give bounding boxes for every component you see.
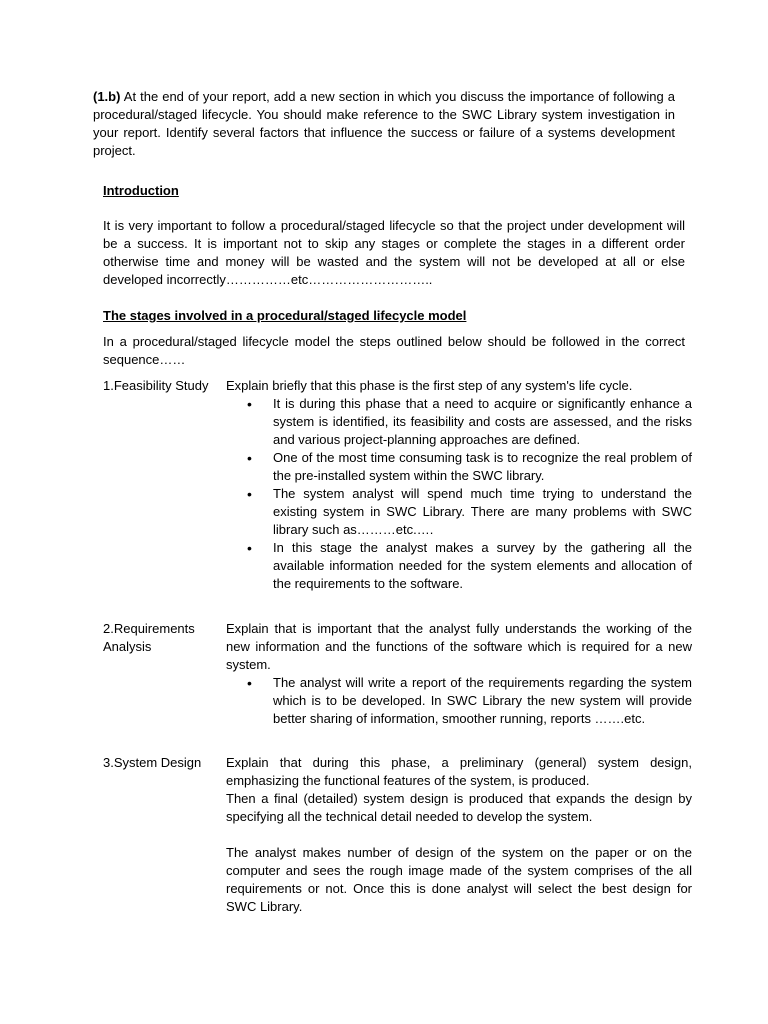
introduction-heading: Introduction: [103, 183, 179, 198]
stage-body: [226, 754, 692, 916]
task-paragraph: [93, 88, 675, 160]
bullet-item: • The analyst will write a report of the requirements regarding the system which is to be developed. In SWC Library the new system will provide better sharing of information, smoother running, reports …….etc.: [226, 674, 692, 728]
stage-label: 2.Requirements Analysis: [103, 621, 195, 654]
stages-lead: In a procedural/staged lifecycle model the steps outlined below should be followed in the correct sequence……: [103, 334, 685, 367]
stage-detail: The analyst makes number of design of the system on the paper or on the computer and sees the rough image made of the system comprises of the all requirements or not. Once this is done analyst will select the best design for SWC Library.: [226, 845, 692, 914]
task-text: At the end of your report, add a new section in which you discuss the importance of following a procedural/staged lifecycle. You should make reference to the SWC Library system investigation in your report. Identify several factors that influence the success or failure of a systems development project.: [93, 89, 675, 158]
bullet-item: • The system analyst will spend much time trying to understand the existing system in SWC Library. There are many problems with SWC library such as………etc.….: [226, 485, 692, 539]
stage-label: 3.System Design: [103, 755, 202, 770]
stage-explain: Explain that is important that the analyst fully understands the working of the new information and the functions of the software which is required for a new system.: [226, 621, 692, 672]
stage-detail: Then a final (detailed) system design is produced that expands the design by specifying all the technical detail needed to develop the system.: [226, 791, 692, 824]
stage-label: 1.Feasibility Study: [103, 378, 209, 393]
introduction-text: It is very important to follow a procedural/staged lifecycle so that the project under development will be a success. It is important not to skip any stages or complete the stages in a different order otherwise time and money will be wasted and the system will not be developed at all or else developed incorrectly……………etc………………………..: [103, 218, 685, 287]
stage-body: [226, 620, 692, 728]
stage-explain: Explain briefly that this phase is the first step of any system's life cycle.: [226, 378, 633, 393]
stage-body: [226, 377, 692, 593]
bullet-item: • It is during this phase that a need to acquire or significantly enhance a system is identified, its feasibility and costs are assessed, and the risks and various project-planning approaches are defined.: [226, 395, 692, 449]
stage-explain: Explain that during this phase, a preliminary (general) system design, emphasizing the functional features of the system, is produced.: [226, 755, 692, 788]
task-label: (1.b): [93, 89, 121, 104]
stages-heading: The stages involved in a procedural/staged lifecycle model: [103, 308, 467, 323]
stage-bullets: [226, 395, 692, 593]
bullet-item: • One of the most time consuming task is to recognize the real problem of the pre-installed system within the SWC library.: [226, 449, 692, 485]
stage-bullets: [226, 674, 692, 728]
bullet-item: • In this stage the analyst makes a survey by the gathering all the available information needed for the system elements and allocation of the requirements to the software.: [226, 539, 692, 593]
